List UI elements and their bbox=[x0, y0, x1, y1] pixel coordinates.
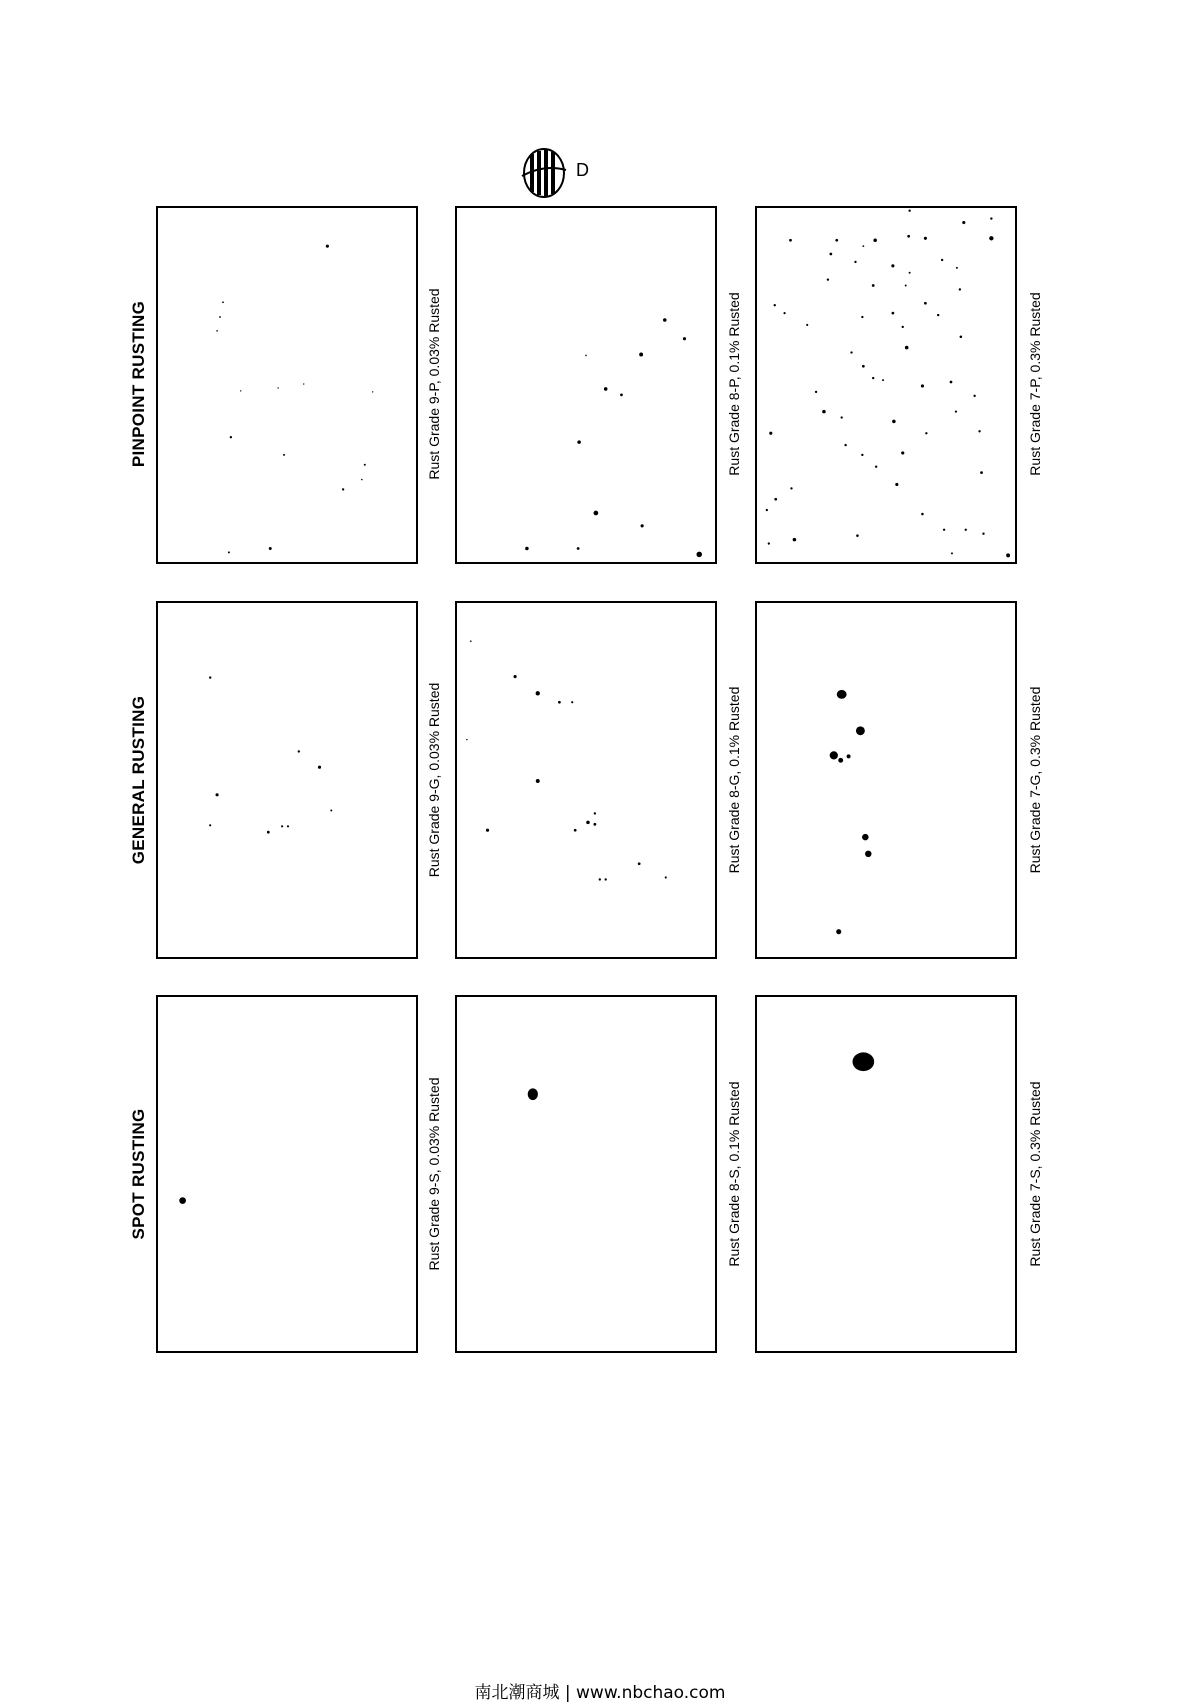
caption-8-g: Rust Grade 8-G, 0.1% Rusted bbox=[726, 686, 742, 874]
panel-8-g bbox=[455, 601, 717, 959]
panel-7-s bbox=[755, 995, 1017, 1353]
rust-pattern-8-g bbox=[457, 603, 715, 957]
panel-7-g bbox=[755, 601, 1017, 959]
caption-7-g: Rust Grade 7-G, 0.3% Rusted bbox=[1027, 686, 1043, 874]
row-label-pinpoint: PINPOINT RUSTING bbox=[129, 300, 148, 468]
caption-8-s: Rust Grade 8-S, 0.1% Rusted bbox=[726, 1081, 742, 1267]
header bbox=[520, 146, 640, 206]
caption-9-p: Rust Grade 9-P, 0.03% Rusted bbox=[426, 288, 442, 480]
caption-7-s: Rust Grade 7-S, 0.3% Rusted bbox=[1027, 1081, 1043, 1267]
panel-8-p bbox=[455, 206, 717, 564]
rust-pattern-9-p bbox=[158, 208, 416, 562]
row-label-general: GENERAL RUSTING bbox=[129, 695, 148, 865]
rust-pattern-7-p bbox=[757, 208, 1015, 562]
caption-8-p: Rust Grade 8-P, 0.1% Rusted bbox=[726, 292, 742, 476]
panel-7-p bbox=[755, 206, 1017, 564]
rust-pattern-9-g bbox=[158, 603, 416, 957]
rust-pattern-8-s bbox=[457, 997, 715, 1351]
rust-pattern-9-s bbox=[158, 997, 416, 1351]
panel-9-g bbox=[156, 601, 418, 959]
designation-letter: D bbox=[576, 160, 589, 180]
caption-9-g: Rust Grade 9-G, 0.03% Rusted bbox=[426, 682, 442, 878]
rust-pattern-7-s bbox=[757, 997, 1015, 1351]
rust-pattern-8-p bbox=[457, 208, 715, 562]
caption-9-s: Rust Grade 9-S, 0.03% Rusted bbox=[426, 1077, 442, 1271]
panel-9-p bbox=[156, 206, 418, 564]
astm-logo bbox=[520, 146, 568, 200]
panel-8-s bbox=[455, 995, 717, 1353]
row-label-spot: SPOT RUSTING bbox=[129, 1108, 148, 1240]
caption-7-p: Rust Grade 7-P, 0.3% Rusted bbox=[1027, 292, 1043, 476]
rust-pattern-7-g bbox=[757, 603, 1015, 957]
footer-watermark: 南北潮商城 | www.nbchao.com bbox=[474, 1683, 726, 1703]
panel-9-s bbox=[156, 995, 418, 1353]
